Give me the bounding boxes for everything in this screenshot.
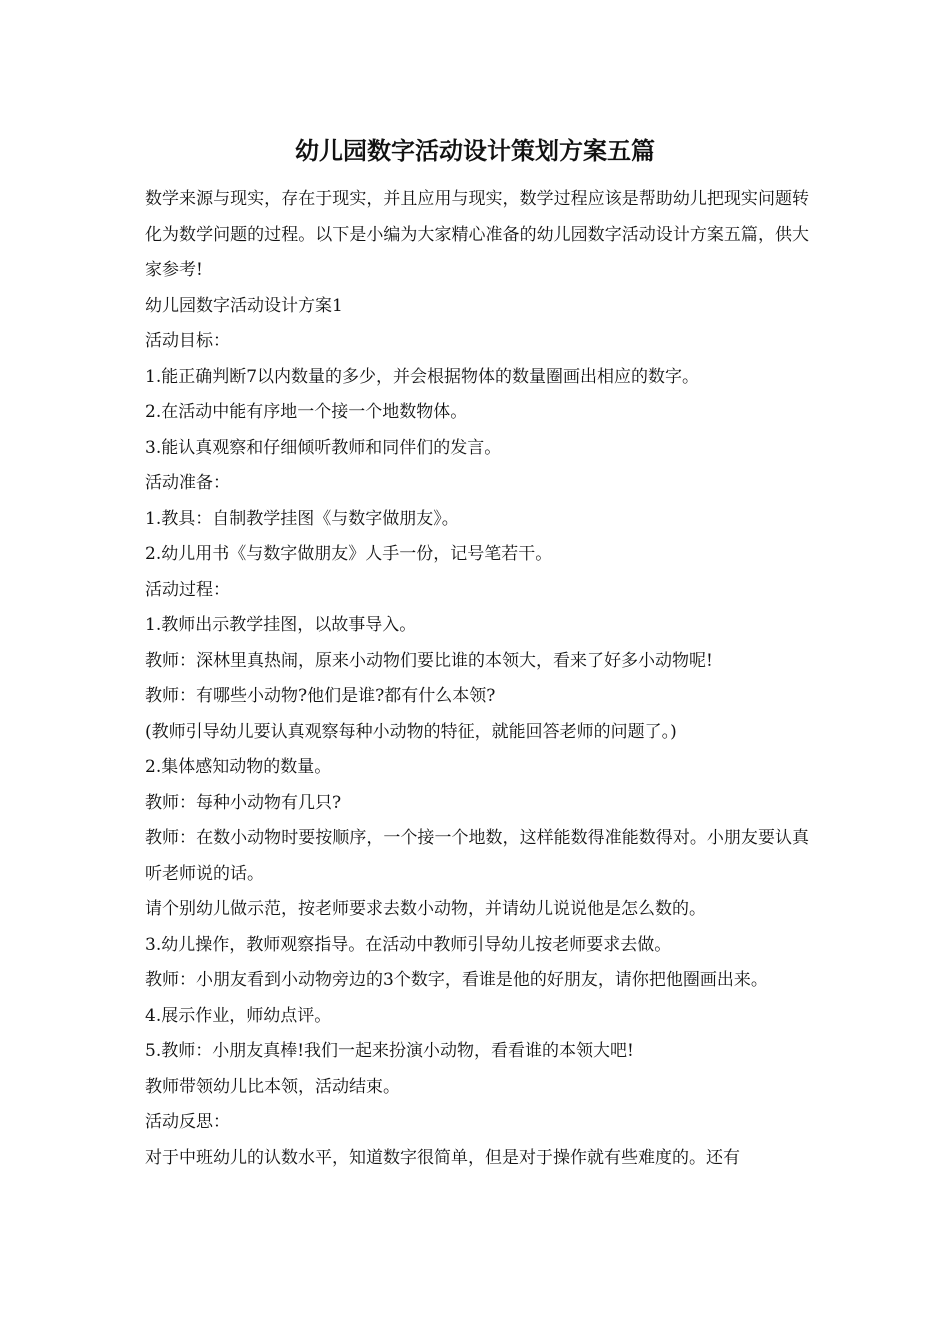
paragraph: 教师：每种小动物有几只?: [145, 792, 342, 813]
paragraph: (教师引导幼儿要认真观察每种小动物的特征，就能回答老师的问题了。): [145, 721, 677, 742]
paragraph: 教师：深林里真热闹，原来小动物们要比谁的本领大，看来了好多小动物呢!: [145, 650, 713, 671]
paragraph: 2.在活动中能有序地一个接一个地数物体。: [145, 402, 468, 422]
paragraph: 活动反思：: [145, 1112, 230, 1132]
document-body: [145, 182, 809, 1176]
paragraph: 5.教师：小朋友真棒!我们一起来扮演小动物，看看谁的本领大吧!: [145, 1041, 634, 1061]
paragraph: 请个别幼儿做示范，按老师要求去数小动物，并请幼儿说说他是怎么数的。: [145, 899, 706, 919]
paragraph: 3.幼儿操作，教师观察指导。在活动中教师引导幼儿按老师要求去做。: [145, 934, 672, 955]
paragraph: 活动目标：: [145, 331, 230, 351]
paragraph: 2.集体感知动物的数量。: [145, 757, 332, 777]
paragraph: 活动过程：: [145, 579, 230, 600]
paragraph: 1.教师出示教学挂图，以故事导入。: [145, 615, 417, 635]
paragraph: 活动准备：: [145, 473, 230, 493]
paragraph: 教师：小朋友看到小动物旁边的3个数字，看谁是他的好朋友，请你把他圈画出来。: [145, 970, 768, 990]
paragraph: 1.能正确判断7以内数量的多少，并会根据物体的数量圈画出相应的数字。: [145, 366, 700, 387]
paragraph: 3.能认真观察和仔细倾听教师和同伴们的发言。: [145, 437, 502, 458]
paragraph: 教师：有哪些小动物?他们是谁?都有什么本领?: [145, 686, 496, 706]
paragraph: 2.幼儿用书《与数字做朋友》人手一份，记号笔若干。: [145, 544, 553, 564]
paragraph: 教师：在数小动物时要按顺序，一个接一个地数，这样能数得准能数得对。小朋友要认真听老师说的话。: [145, 828, 809, 884]
document-title: 幼儿园数字活动设计策划方案五篇: [295, 136, 655, 165]
paragraph: 4.展示作业，师幼点评。: [145, 1005, 332, 1026]
paragraph: 数学来源与现实，存在于现实，并且应用与现实，数学过程应该是帮助幼儿把现实问题转化为数学问题的过程。以下是小编为大家精心准备的幼儿园数字活动设计方案五篇，供大家参考!: [145, 189, 809, 280]
paragraph: 1.教具：自制教学挂图《与数字做朋友》。: [145, 508, 459, 529]
paragraph: 幼儿园数字活动设计方案1: [145, 295, 343, 316]
paragraph: 对于中班幼儿的认数水平，知道数字很简单，但是对于操作就有些难度的。还有: [145, 1147, 740, 1168]
paragraph: 教师带领幼儿比本领，活动结束。: [145, 1076, 400, 1097]
